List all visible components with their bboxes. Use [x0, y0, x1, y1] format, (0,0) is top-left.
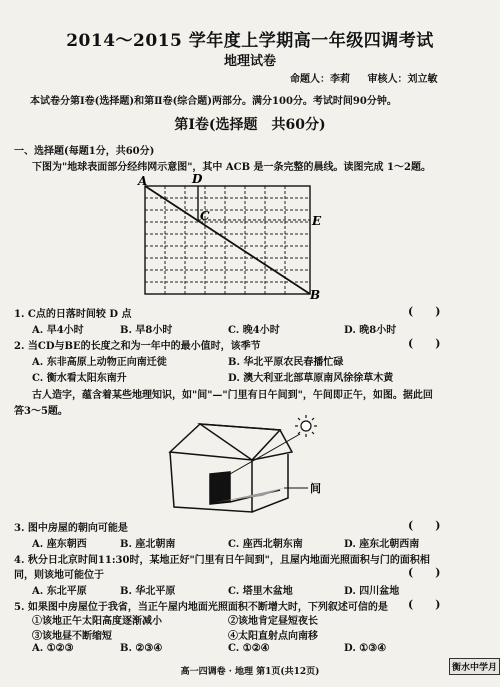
q3-option-d: D. 座东北朝西南	[344, 539, 420, 550]
part2-intro-line1: 古人造字，蕴含着某些地理知识，如"间"—"门里有日午间到"，午间即正午，如图。据此回	[32, 390, 433, 401]
q2-option-d: D. 澳大利亚北部草原南风徐徐草木黄	[228, 373, 394, 384]
page-footer: 高一四调卷 · 地理 第1页(共12页)	[180, 667, 320, 677]
sun-ray	[230, 434, 300, 474]
label-a: A	[138, 174, 148, 188]
q5-option-a: A. ①②③	[32, 643, 74, 654]
school-stamp: 衡水中学月	[449, 658, 500, 675]
sun-icon	[295, 415, 317, 437]
q4-option-a: A. 东北平原	[32, 586, 87, 597]
q4-option-d: D. 四川盆地	[344, 586, 400, 597]
q5-item-3: ③该地昼不断缩短	[32, 631, 112, 642]
q3-paren: ( )	[408, 519, 441, 532]
q4-stem-cont: 同，则该地可能位于	[14, 570, 104, 581]
label-b: B	[310, 288, 321, 300]
q2-paren: ( )	[408, 337, 441, 350]
part2-intro-line2: 答3～5题。	[14, 406, 68, 417]
label-c: C	[200, 209, 210, 223]
door	[210, 472, 230, 504]
q1-option-b: B. 早8小时	[120, 325, 173, 336]
section-title: 第Ⅰ卷(选择题 共60分)	[174, 117, 326, 133]
q3-option-c: C. 座西北朝东南	[228, 539, 303, 550]
house-figure	[160, 412, 340, 520]
q4-paren: ( )	[408, 566, 441, 579]
label-e: E	[312, 214, 322, 228]
q4-stem: 4. 秋分日北京时间11:30时，某地正好"门里有日午间到"，且屋内地面光照面积与门的面积相	[14, 555, 430, 566]
authors-line	[290, 70, 451, 85]
q3-stem: 3. 图中房屋的朝向可能是	[14, 523, 128, 534]
roof-side	[200, 424, 292, 460]
q1-option-a: A. 早4小时	[32, 325, 84, 336]
part1-heading: 一、选择题(每题1分，共60分)	[14, 146, 155, 157]
q3-option-b: B. 座北朝南	[120, 539, 176, 550]
author: 命题人：李莉	[290, 74, 350, 85]
q2-stem: 2. 当CD与BE的长度之和为一年中的最小值时，该季节	[14, 341, 261, 352]
figure2-label: 间	[310, 482, 321, 495]
q4-option-c: C. 塔里木盆地	[228, 586, 293, 597]
q5-option-c: C. ①②④	[228, 643, 270, 654]
q5-option-b: B. ②③④	[120, 643, 163, 654]
q1-option-c: C. 晚4小时	[228, 325, 280, 336]
reviewer: 审核人：刘立敏	[367, 74, 438, 85]
q5-option-d: D. ①③④	[344, 643, 387, 654]
q2-option-a: A. 东非高原上动物正向南迁徙	[32, 357, 167, 368]
q2-option-b: B. 华北平原农民春播忙碌	[228, 357, 344, 368]
q1-option-d: D. 晚8小时	[344, 325, 397, 336]
q5-paren: ( )	[408, 598, 441, 611]
q4-option-b: B. 华北平原	[120, 586, 176, 597]
label-d: D	[192, 172, 203, 186]
q5-item-4: ④太阳直射点向南移	[228, 631, 318, 642]
house-side-wall	[252, 454, 288, 512]
q5-stem: 5. 如果图中房屋位于我省，当正午屋内地面光照面积不断增大时，下列叙述可信的是	[14, 602, 388, 613]
q5-item-2: ②该地肯定昼短夜长	[228, 616, 318, 627]
q1-paren: ( )	[408, 305, 441, 318]
exam-subtitle: 地理试卷	[223, 54, 276, 69]
q3-option-a: A. 座东朝西	[32, 539, 87, 550]
exam-note: 本试卷分第Ⅰ卷(选择题)和第Ⅱ卷(综合题)两部分。满分100分。考试时间90分钟。	[30, 96, 397, 107]
part1-intro: 下图为"地球表面部分经纬网示意图"，其中 ACB 是一条完整的晨线。读图完成 1～2题。	[32, 162, 431, 173]
q1-stem: 1. C点的日落时间较 D 点	[14, 309, 132, 320]
q2-option-c: C. 衡水看太阳东南升	[32, 373, 127, 384]
graticule-figure	[130, 170, 330, 300]
exam-title: 2014～2015 学年度上学期高一年级四调考试	[66, 31, 434, 51]
q5-item-1: ①该地正午太阳高度逐渐减小	[32, 616, 162, 627]
